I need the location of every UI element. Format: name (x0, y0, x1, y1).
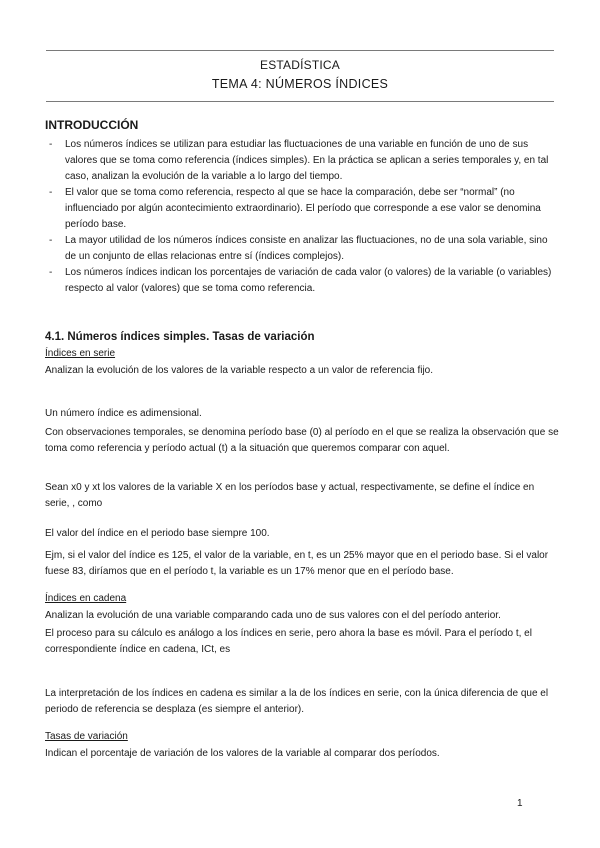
tasas-variacion-heading: Tasas de variación (45, 731, 128, 742)
serie-paragraph-1: Analizan la evolución de los valores de la variable respecto a un valor de referencia fijo. (45, 365, 434, 376)
serie-paragraph-3: Con observaciones temporales, se denomina período base (0) al período en el que se realiza la observación que se toma como referencia y período actual (t) a la situación que queremos comparar con aquel. (45, 427, 559, 454)
indices-cadena-heading: Índices en cadena (45, 593, 127, 604)
section-4-1-heading: 4.1. Números índices simples. Tasas de variación (45, 331, 315, 343)
bullet-dash: - (49, 187, 53, 198)
bullet-dash: - (49, 267, 53, 278)
page-number: 1 (517, 798, 523, 809)
intro-heading: INTRODUCCIÓN (45, 118, 139, 132)
bullet-dash: - (49, 235, 53, 246)
intro-bullet-text: El valor que se toma como referencia, respecto al que se hace la comparación, debe ser “normal” (no influenciado por algún acontecimiento extraordinario). El período que corresponde a ese valor se denomina período base. (65, 187, 541, 230)
intro-bullet-text: Los números índices se utilizan para estudiar las fluctuaciones de una variable en función de uno de sus valores que se toma como referencia (índices simples). En la práctica se aplican a series temporales y, en tal caso, analizan la evolución de la variable a lo largo del tiempo. (65, 139, 549, 182)
intro-bullet (45, 265, 560, 297)
cadena-paragraph-1: Analizan la evolución de una variable comparando cada uno de sus valores con el del período anterior. (45, 610, 501, 621)
serie-paragraph-2: Un número índice es adimensional. (45, 408, 202, 419)
intro-bullet (45, 185, 560, 233)
serie-paragraph-5: El valor del índice en el periodo base siempre 100. (45, 528, 270, 539)
intro-bullet (45, 233, 560, 265)
indices-serie-heading: Índices en serie (45, 348, 116, 359)
intro-bullet-text: La mayor utilidad de los números índices consiste en analizar las fluctuaciones, no de una sola variable, sino de un conjunto de ellas relacionas entre sí (índices complejos). (65, 235, 548, 262)
serie-paragraph-6: Ejm, si el valor del índice es 125, el valor de la variable, en t, es un 25% mayor que en el periodo base. Si el valor fuese 83, diríamos que en el período t, la variable es un 17% menor que en el período base. (45, 550, 549, 577)
serie-paragraph-4: Sean x0 y xt los valores de la variable X en los períodos base y actual, respectivamente, se define el índice en serie, , como (45, 482, 535, 509)
bullet-dash: - (49, 139, 53, 150)
header-top-rule (46, 50, 554, 51)
intro-bullet-text: Los números índices indican los porcentajes de variación de cada valor (o valores) de la variable (o variables) respecto al valor (valores) que se toma como referencia. (65, 267, 552, 294)
topic-title: TEMA 4: NÚMEROS ÍNDICES (211, 77, 389, 91)
intro-bullet-list (45, 137, 560, 297)
header-bottom-rule (46, 101, 554, 102)
cadena-paragraph-2: El proceso para su cálculo es análogo a los índices en serie, pero ahora la base es móvil. Para el período t, el correspondiente índice en cadena, ICt, es (45, 628, 532, 655)
subject-title: ESTADÍSTICA (260, 58, 340, 72)
tasas-paragraph-1: Indican el porcentaje de variación de los valores de la variable al comparar dos períodos. (45, 748, 440, 759)
intro-bullet (45, 137, 560, 185)
cadena-paragraph-3: La interpretación de los índices en cadena es similar a la de los índices en serie, con la única diferencia de que el periodo de referencia se desplaza (es siempre el anterior). (45, 688, 549, 715)
